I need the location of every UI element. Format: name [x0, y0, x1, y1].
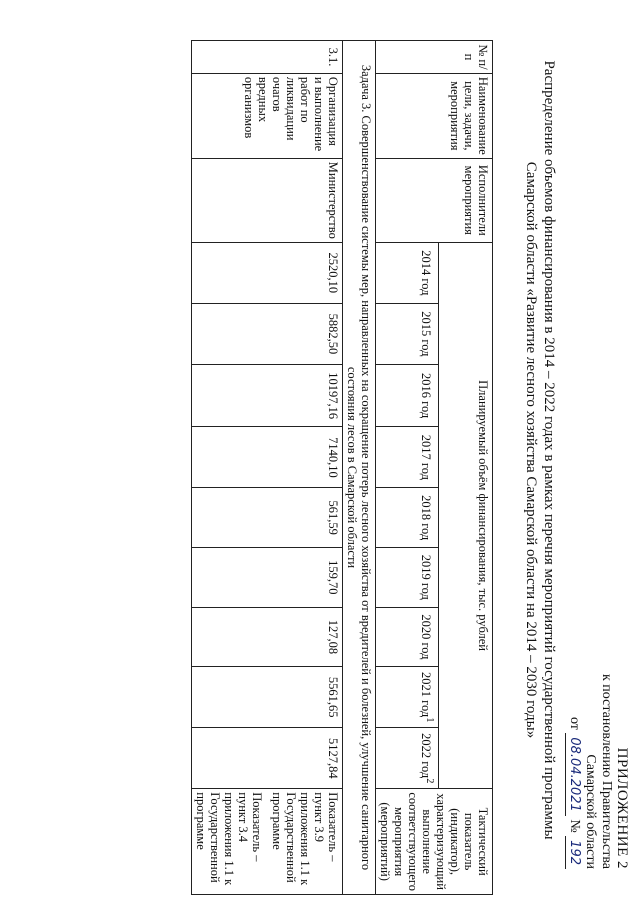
header-planned: Планируемый объём финансирования, тыс. рублей [439, 242, 493, 788]
indicator-2: Показатель – пункт 3.4 приложения 1.1 к Государственной программе [194, 792, 264, 886]
header-name: Наименование цели, задачи, мероприятия [376, 73, 493, 158]
row-value: 5127,84 [192, 728, 343, 789]
from-label: от [567, 716, 582, 730]
row-no: 3.1. [192, 41, 343, 74]
year-header: 2019 год [376, 548, 439, 608]
header-no: № п/п [376, 41, 493, 74]
title-line-1: Распределение объемов финансирования в 2014 – 2022 годах в рамках перечня мероприятий государственной программы [541, 60, 557, 840]
handwritten-date: 08.04.2021 [565, 733, 582, 815]
row-value: 2520,10 [192, 242, 343, 303]
appendix-block [565, 674, 630, 869]
row-value: 159,70 [192, 548, 343, 608]
header-indicator: Тактический показатель (индикатор), характеризующий выполнение соответствующего мероприятия (мероприятий) [376, 789, 493, 895]
row-name: Организация и выполнение работ по ликвидации очагов вредных организмов [192, 73, 343, 158]
row-executor: Министерство [192, 158, 343, 242]
year-header: 2016 год [376, 364, 439, 426]
row-value: 7140,10 [192, 427, 343, 488]
year-header: 2021 год$^1$ [376, 667, 439, 728]
year-header: 2015 год [376, 303, 439, 364]
number-label: № [567, 819, 582, 833]
row-value: 5882,50 [192, 303, 343, 364]
appendix-date-line [565, 674, 582, 869]
appendix-heading: ПРИЛОЖЕНИЕ 2 [614, 747, 630, 869]
row-value: 5561,65 [192, 667, 343, 728]
document-title [522, 60, 558, 840]
appendix-line-2: Самарской области [583, 754, 598, 869]
task-row [343, 41, 376, 895]
title-line-2: Самарской области «Развитие лесного хозяйства Самарской области на 2014 – 2030 годы» [523, 161, 539, 739]
row-value: 561,59 [192, 488, 343, 548]
row-indicator [192, 789, 343, 895]
year-header: 2017 год [376, 427, 439, 488]
row-value: 127,08 [192, 607, 343, 667]
indicator-1: Показатель – пункт 3.9 приложения 1.1 к Государственной программе [270, 792, 340, 886]
header-row-1 [439, 41, 493, 895]
table-row [192, 41, 343, 895]
row-value: 10197,16 [192, 364, 343, 426]
year-header: 2022 год$^2$ [376, 728, 439, 789]
year-header: 2018 год [376, 488, 439, 548]
appendix-line-1: к постановлению Правительства [599, 673, 614, 869]
handwritten-number: 192 [565, 836, 582, 869]
financing-table [191, 40, 493, 895]
task-text: Задача 3. Совершенствование системы мер, направленных на сокращение потерь лесного хозяйства от вредителей и болезней, улучшение санитарного состояния лесов в Самарской области [343, 41, 376, 895]
year-header: 2020 год [376, 607, 439, 667]
header-executor: Исполнители мероприятия [376, 158, 493, 242]
year-header: 2014 год [376, 242, 439, 303]
